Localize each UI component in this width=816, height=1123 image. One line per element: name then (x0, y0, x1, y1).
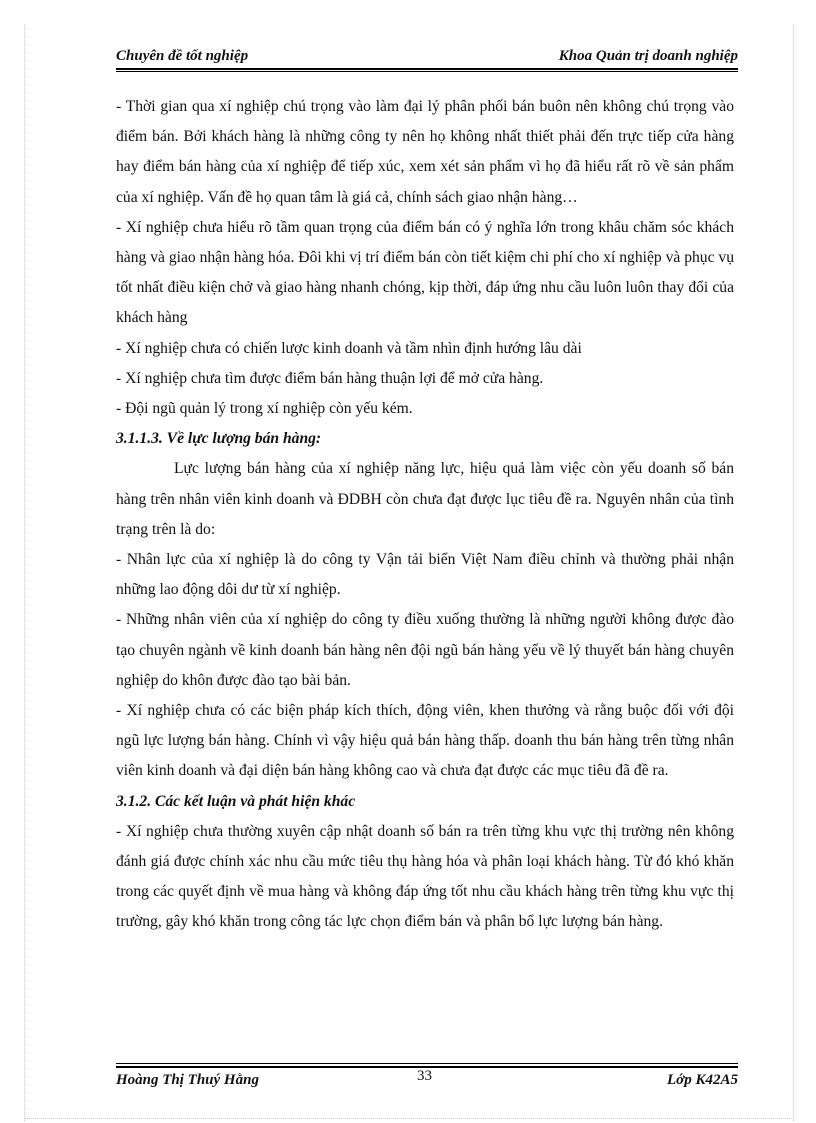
paragraph-point-of-sale-focus: - Thời gian qua xí nghiệp chú trọng vào làm đại lý phân phối bán buôn nên không chú trọng vào điểm bán. Bởi khách hàng là những công ty nên họ không nhất thiết phải đến trực tiếp cửa hàng hay điểm bán hàng của xí nghiệp để tiếp xúc, xem xét sản phẩm vì họ đã hiểu rất rõ về sản phẩm của xí nghiệp. Vấn đề họ quan tâm là giá cả, chính sách giao nhận hàng… (116, 98, 734, 206)
paragraph-staffing-source: - Nhân lực của xí nghiệp là do công ty Vận tải biển Việt Nam điều chỉnh và thường phải nhận những lao động dôi dư từ xí nghiệp. (116, 551, 734, 599)
page-bottom-guide (24, 1118, 792, 1119)
page-header (116, 48, 738, 70)
paragraph-no-incentives: - Xí nghiệp chưa có các biện pháp kích thích, động viên, khen thưởng và rằng buộc đối với đội ngũ lực lượng bán hàng. Chính vì vậy hiệu quả bán hàng thấp. doanh thu bán hàng trên từng nhân viên kinh doanh và đại diện bán hàng không cao và chưa đạt được các mục tiêu đã đề ra. (116, 702, 734, 780)
footer-class: Lớp K42A5 (667, 1072, 738, 1088)
paragraph-weak-management: - Đội ngũ quản lý trong xí nghiệp còn yếu kém. (116, 400, 413, 418)
paragraph-no-store-location: - Xí nghiệp chưa tìm được điểm bán hàng thuận lợi để mở cửa hàng. (116, 369, 544, 387)
paragraph-sales-force-intro: Lực lượng bán hàng của xí nghiệp năng lực, hiệu quả làm việc còn yếu doanh số bán hàng trên nhân viên kinh doanh và ĐDBH còn chưa đạt được lục tiêu đề ra. Nguyên nhân của tình trạng trên là do: (116, 460, 734, 538)
footer-author: Hoàng Thị Thuý Hằng (116, 1072, 259, 1088)
header-rule (116, 68, 738, 70)
section-heading-other-findings: 3.1.2. Các kết luận và phát hiện khác (116, 792, 356, 810)
section-heading-sales-force: 3.1.1.3. Về lực lượng bán hàng: (116, 430, 322, 448)
paragraph-untrained-staff: - Những nhân viên của xí nghiệp do công ty điều xuống thường là những người không được đào tạo chuyên ngành về kinh doanh bán hàng nên đội ngũ bán hàng yếu về lý thuyết bán hàng chuyên nghiệp do khôn được đào tạo bài bản. (116, 611, 734, 689)
footer-rule-thin (116, 1063, 738, 1064)
paragraph-no-strategy: - Xí nghiệp chưa có chiến lược kinh doanh và tầm nhìn định hướng lâu dài (116, 339, 582, 357)
page-body (116, 92, 734, 938)
page-footer (116, 1070, 738, 1094)
header-rule-thin (116, 71, 738, 72)
header-faculty: Khoa Quản trị doanh nghiệp (558, 48, 738, 64)
paragraph-sales-tracking: - Xí nghiệp chưa thường xuyên cập nhật doanh số bán ra trên từng khu vực thị trường nên không đánh giá được chính xác nhu cầu mức tiêu thụ hàng hóa và phân loại khách hàng. Từ đó khó khăn trong các quyết định về mua hàng và không đáp ứng tốt nhu cầu khách hàng trên từng khu vực thị trường, gây khó khăn trong công tác lực chọn điểm bán và phân bổ lực lượng bán hàng. (116, 822, 734, 931)
paragraph-point-of-sale-importance: - Xí nghiệp chưa hiểu rõ tầm quan trọng của điểm bán có ý nghĩa lớn trong khâu chăm sóc khách hàng và giao nhận hàng hóa. Đôi khi vị trí điểm bán còn tiết kiệm chi phí cho xí nghiệp và phục vụ tốt nhất điều kiện chở và giao hàng nhanh chóng, kịp thời, đáp ứng nhu cầu luôn luôn thay đổi của khách hàng (116, 218, 734, 327)
header-document-type: Chuyên đề tốt nghiệp (116, 48, 249, 64)
page-number: 33 (417, 1068, 432, 1084)
